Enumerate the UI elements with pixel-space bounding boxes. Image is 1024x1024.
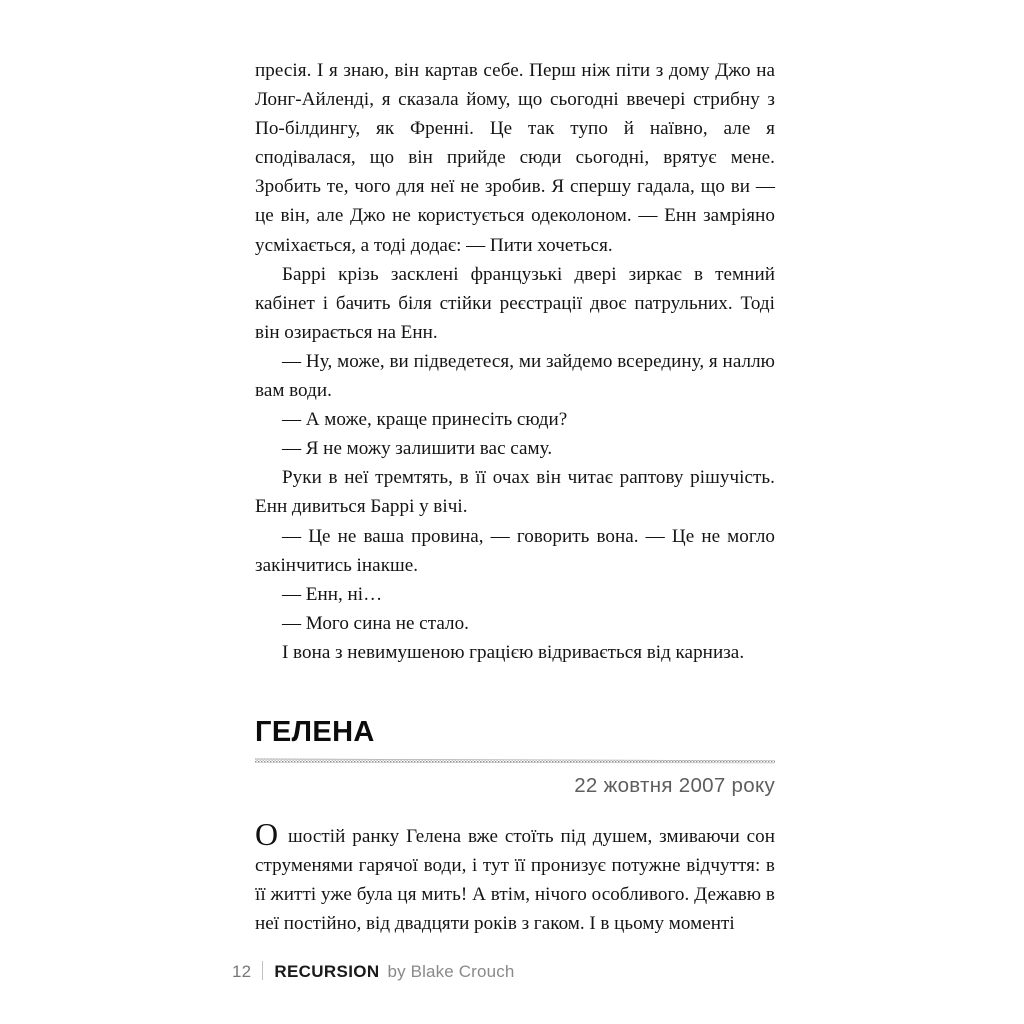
book-title: RECURSION [274,962,380,981]
paragraph: Баррі крізь засклені французькі двері зиркає в темний кабінет і бачить біля стійки реєстрації двоє патрульних. Тоді він озирається на Енн. [255,263,775,343]
page-number: 12 [232,962,252,981]
drop-cap: О [255,816,279,852]
paragraph: — Це не ваша провина, — говорить вона. — Це не могло закінчитись інакше. [255,525,775,576]
paragraph: — Ну, може, ви підведетеся, ми зайдемо всередину, я наллю вам води. [255,350,775,402]
paragraph-text: шостій ранку Гелена вже стоїть під душем, змиваючи сон струменями гарячої води, і тут її пронизує потужне відчуття: в її житті уже була ця мить! А втім, нічого особливого. Дежавю в неї постійно, від двадцяти років з гаком. І в цьому моменті [255,826,775,935]
paragraph: — А може, краще принесіть сюди? [282,409,568,431]
paragraph: — Мого сина не стало. [282,612,470,634]
paragraph: Руки в неї тремтять, в її очах він читає раптову рішучість. Енн дивиться Баррі у вічі. [255,467,775,518]
footer-divider [262,961,263,980]
page-footer [232,958,514,982]
paragraph: — Я не можу залишити вас саму. [282,438,553,460]
chapter-date: 22 жовтня 2007 року [574,774,775,797]
paragraph: — Енн, ні… [282,583,383,605]
chapter-header [255,716,775,798]
chapter-title: ГЕЛЕНА [255,716,375,748]
body-text-column-bottom [255,818,775,938]
paragraph [255,818,775,938]
body-text-column-top [255,56,775,667]
author-byline: by Blake Crouch [387,962,515,981]
decorative-rule [255,758,775,766]
paragraph: пресія. І я знаю, він картав себе. Перш ніж піти з дому Джо на Лонг-Айленді, я сказала йому, що сьогодні ввечері стрибну з По-білдингу, як Френні. Це так тупо й наївно, але я сподівалася, що він прийде сюди сьогодні, врятує мене. Зробить те, чого для неї не зробив. Я спершу гадала, що ви — це він, але Джо не користується одеколоном. — Енн замріяно усміхається, а тоді додає: — Пити хочеться. [255,60,775,256]
paragraph: І вона з невимушеною грацією відривається від карниза. [282,641,745,663]
